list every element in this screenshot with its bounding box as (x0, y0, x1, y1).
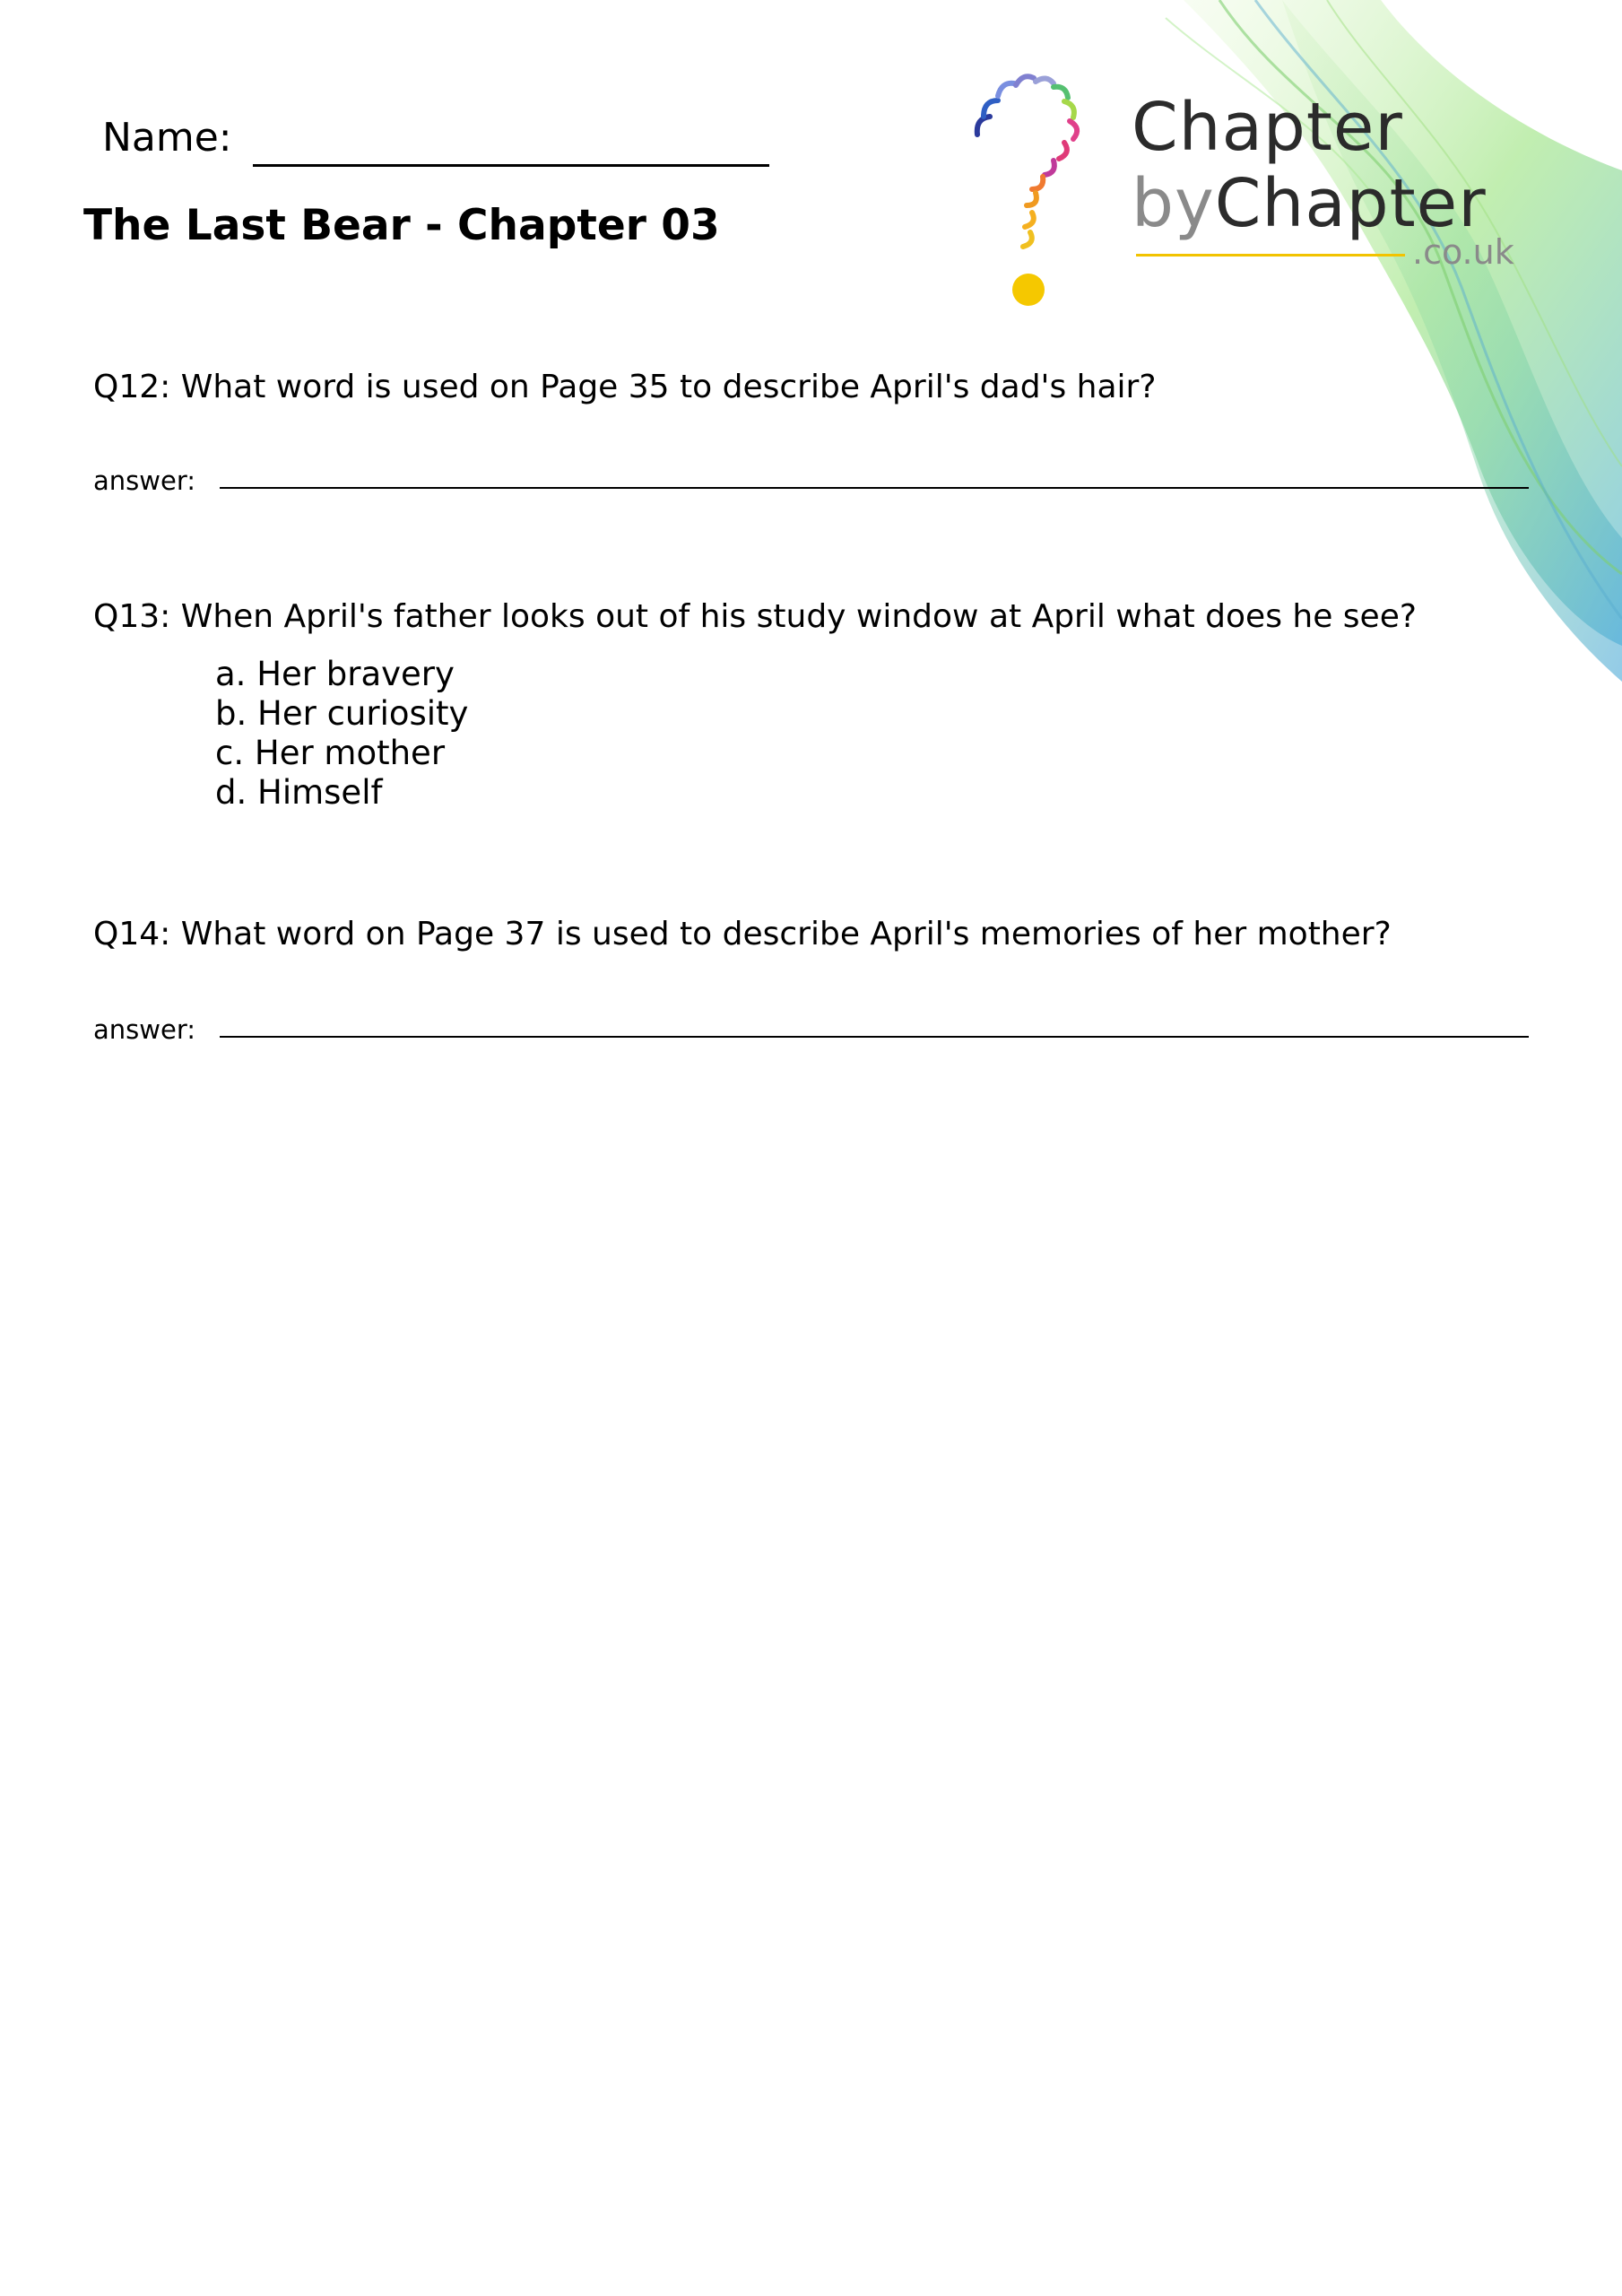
worksheet-title: The Last Bear - Chapter 03 (83, 201, 720, 250)
option-c[interactable]: c. Her mother (215, 734, 446, 772)
brand-underline (1136, 254, 1405, 257)
option-a[interactable]: a. Her bravery (215, 655, 455, 693)
question-q13: Q13: When April's father looks out of his study window at April what does he see? (93, 598, 1417, 635)
name-input-line[interactable] (253, 164, 769, 167)
question-q12: Q12: What word is used on Page 35 to describe April's dad's hair? (93, 369, 1157, 405)
answer-line-q12[interactable] (220, 487, 1529, 489)
answer-label-q14: answer: (93, 1014, 196, 1045)
name-label: Name: (102, 115, 232, 161)
brand-name-line2 (1132, 165, 1487, 242)
brand-name-line1: Chapter (1132, 89, 1403, 166)
option-d[interactable]: d. Himself (215, 773, 383, 812)
question-q14: Q14: What word on Page 37 is used to describe April's memories of her mother? (93, 916, 1392, 952)
logo-question-mark-icon (964, 49, 1125, 314)
answer-line-q14[interactable] (220, 1036, 1529, 1038)
brand-by: by (1132, 165, 1215, 242)
option-b[interactable]: b. Her curiosity (215, 694, 469, 733)
options-list-q13 (215, 655, 468, 813)
answer-label-q12: answer: (93, 465, 196, 496)
brand-chapter: Chapter (1214, 165, 1487, 242)
brand-domain: .co.uk (1412, 232, 1514, 272)
